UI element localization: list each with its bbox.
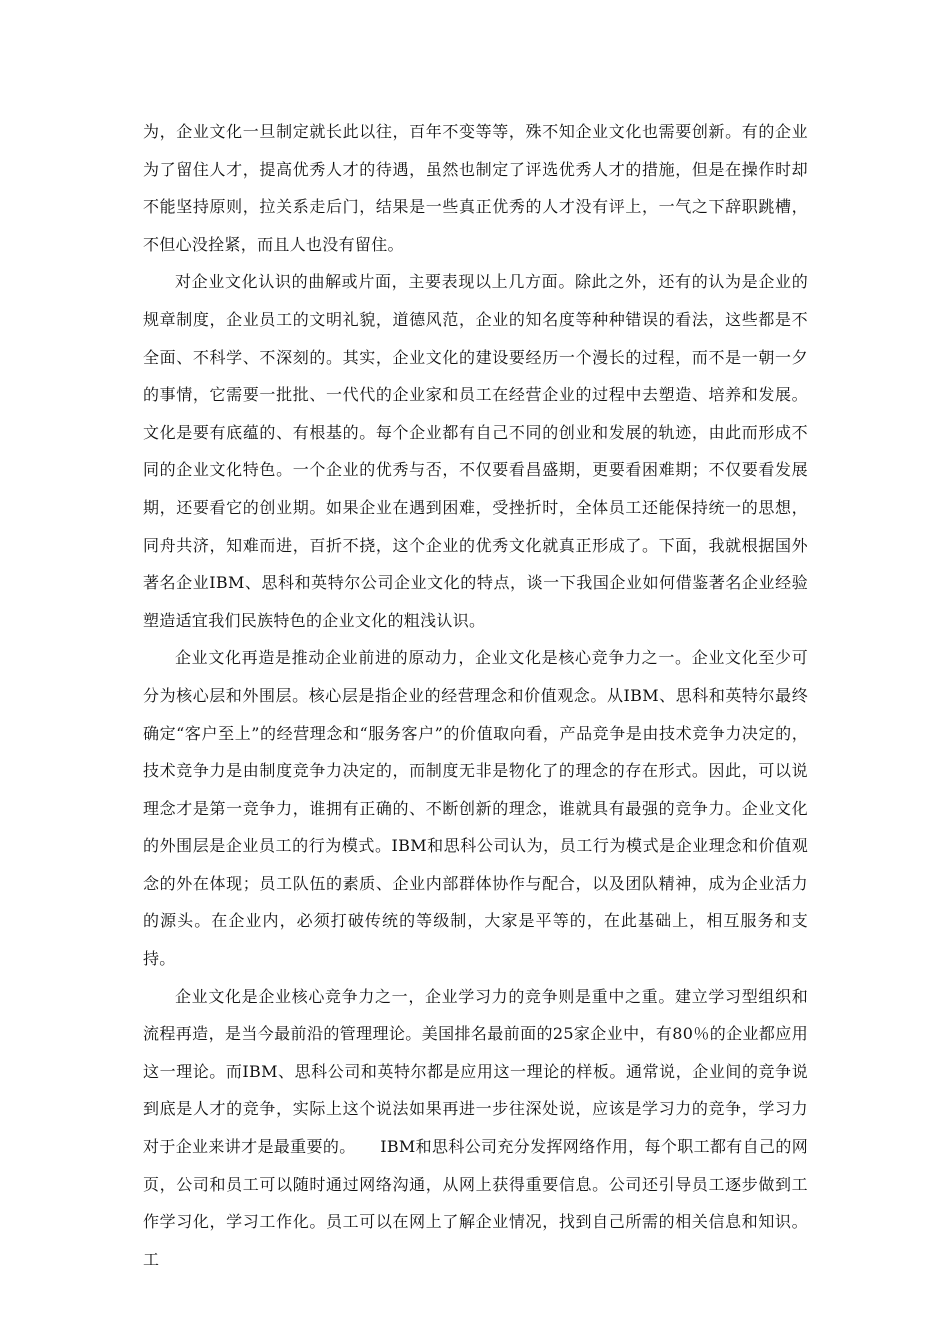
document-page bbox=[143, 113, 808, 1278]
paragraph-1: 为，企业文化一旦制定就长此以往，百年不变等等，殊不知企业文化也需要创新。有的企业为了留住人才，提高优秀人才的待遇，虽然也制定了评选优秀人才的措施，但是在操作时却不能坚持原则，拉关系走后门，结果是一些真正优秀的人才没有评上，一气之下辞职跳槽，不但心没拴紧，而且人也没有留住。 bbox=[143, 122, 808, 254]
paragraph-2: 对企业文化认识的曲解或片面，主要表现以上几方面。除此之外，还有的认为是企业的规章制度，企业员工的文明礼貌，道德风范，企业的知名度等种种错误的看法，这些都是不全面、不科学、不深刻的。其实，企业文化的建设要经历一个漫长的过程，而不是一朝一夕的事情，它需要一批批、一代代的企业家和员工在经营企业的过程中去塑造、培养和发展。文化是要有底蕴的、有根基的。每个企业都有自己不同的创业和发展的轨迹，由此而形成不同的企业文化特色。一个企业的优秀与否，不仅要看昌盛期，更要看困难期；不仅要看发展期，还要看它的创业期。如果企业在遇到困难，受挫折时，全体员工还能保持统一的思想，同舟共济，知难而进，百折不挠，这个企业的优秀文化就真正形成了。下面，我就根据国外著名企业IBM、思科和英特尔公司企业文化的特点，谈一下我国企业如何借鉴著名企业经验塑造适宜我们民族特色的企业文化的粗浅认识。 bbox=[143, 272, 808, 630]
paragraph-3: 企业文化再造是推动企业前进的原动力，企业文化是核心竞争力之一。企业文化至少可分为核心层和外围层。核心层是指企业的经营理念和价值观念。从IBM、思科和英特尔最终确定“客户至上”的经营理念和“服务客户”的价值取向看，产品竞争是由技术竞争力决定的，技术竞争力是由制度竞争力决定的，而制度无非是物化了的理念的存在形式。因此，可以说理念才是第一竞争力，谁拥有正确的、不断创新的理念，谁就具有最强的竞争力。企业文化的外围层是企业员工的行为模式。IBM和思科公司认为，员工行为模式是企业理念和价值观念的外在体现；员工队伍的素质、企业内部群体协作与配合，以及团队精神，成为企业活力的源头。在企业内，必须打破传统的等级制，大家是平等的，在此基础上，相互服务和支持。 bbox=[143, 648, 808, 969]
paragraph-4: 企业文化是企业核心竞争力之一，企业学习力的竞争则是重中之重。建立学习型组织和流程再造，是当今最前沿的管理理论。美国排名最前面的25家企业中，有80％的企业都应用这一理论。而IBM、思科公司和英特尔都是应用这一理论的样板。通常说，企业间的竞争说到底是人才的竞争，实际上这个说法如果再进一步往深处说，应该是学习力的竞争，学习力对于企业来讲才是最重要的。 IBM和思科公司充分发挥网络作用，每个职工都有自己的网页，公司和员工可以随时通过网络沟通，从网上获得重要信息。公司还引导员工逐步做到工作学习化，学习工作化。员工可以在网上了解企业情况，找到自己所需的相关信息和知识。工 bbox=[143, 986, 808, 1269]
